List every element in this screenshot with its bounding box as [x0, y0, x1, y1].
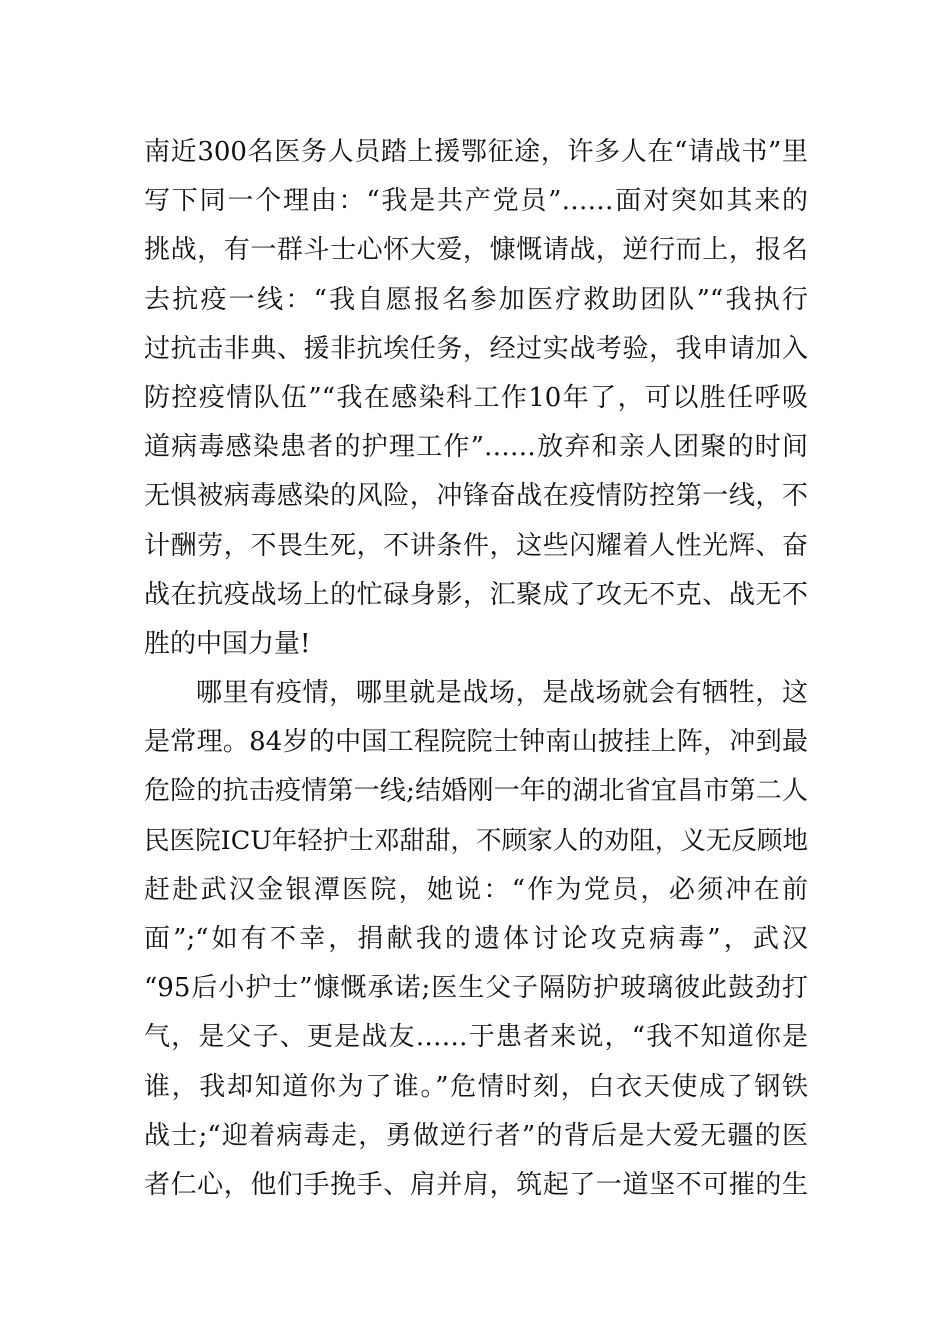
text-line: “95后小护士”慷慨承诺;医生父子隔防护玻璃彼此鼓劲打: [144, 973, 808, 1004]
text-line: 哪里有疫情，哪里就是战场，是战场就会有牺牲，这: [196, 678, 808, 709]
text-line: 赶赴武汉金银潭医院，她说：“作为党员，必须冲在前: [144, 874, 808, 905]
text-line: 面”;“如有不幸，捐献我的遗体讨论攻克病毒”，武汉: [144, 924, 808, 954]
text-line: 过抗击非典、援非抗埃任务，经过实战考验，我申请加入: [144, 333, 808, 364]
text-line: 民医院ICU年轻护士邓甜甜，不顾家人的劝阻，义无反顾地: [144, 825, 808, 856]
paragraph-1: [144, 128, 808, 669]
paragraph-2: [144, 669, 808, 1210]
text-line: 防控疫情队伍”“我在感染科工作10年了，可以胜任呼吸: [144, 382, 808, 413]
text-line: 战在抗疫战场上的忙碌身影，汇聚成了攻无不克、战无不: [144, 579, 808, 610]
text-line: 无惧被病毒感染的风险，冲锋奋战在疫情防控第一线，不: [144, 481, 808, 512]
text-line: 者仁心，他们手挽手、肩并肩，筑起了一道坚不可摧的生: [144, 1169, 808, 1200]
text-line: 写下同一个理由：“我是共产党员”……面对突如其来的: [144, 186, 808, 217]
text-line: 道病毒感染患者的护理工作”……放弃和亲人团聚的时间: [144, 432, 808, 463]
text-line: 战士;“迎着病毒走，勇做逆行者”的背后是大爱无疆的医: [144, 1120, 808, 1151]
text-line: 是常理。84岁的中国工程院院士钟南山披挂上阵，冲到最: [144, 727, 808, 758]
text-line: 计酬劳，不畏生死，不讲条件，这些闪耀着人性光辉、奋: [144, 530, 808, 561]
body-text: [144, 128, 808, 1210]
text-line: 去抗疫一线：“我自愿报名参加医疗救助团队”“我执行: [144, 284, 808, 315]
text-line: 危险的抗击疫情第一线;结婚刚一年的湖北省宜昌市第二人: [144, 776, 808, 807]
text-line: 气，是父子、更是战友……于患者来说，“我不知道你是: [144, 1022, 808, 1053]
text-line: 谁，我却知道你为了谁。”危情时刻，白衣天使成了钢铁: [144, 1071, 808, 1102]
text-line: 挑战，有一群斗士心怀大爱，慷慨请战，逆行而上，报名: [144, 235, 808, 266]
text-line: 南近300名医务人员踏上援鄂征途，许多人在“请战书”里: [144, 137, 808, 167]
text-line: 胜的中国力量!: [144, 628, 311, 659]
